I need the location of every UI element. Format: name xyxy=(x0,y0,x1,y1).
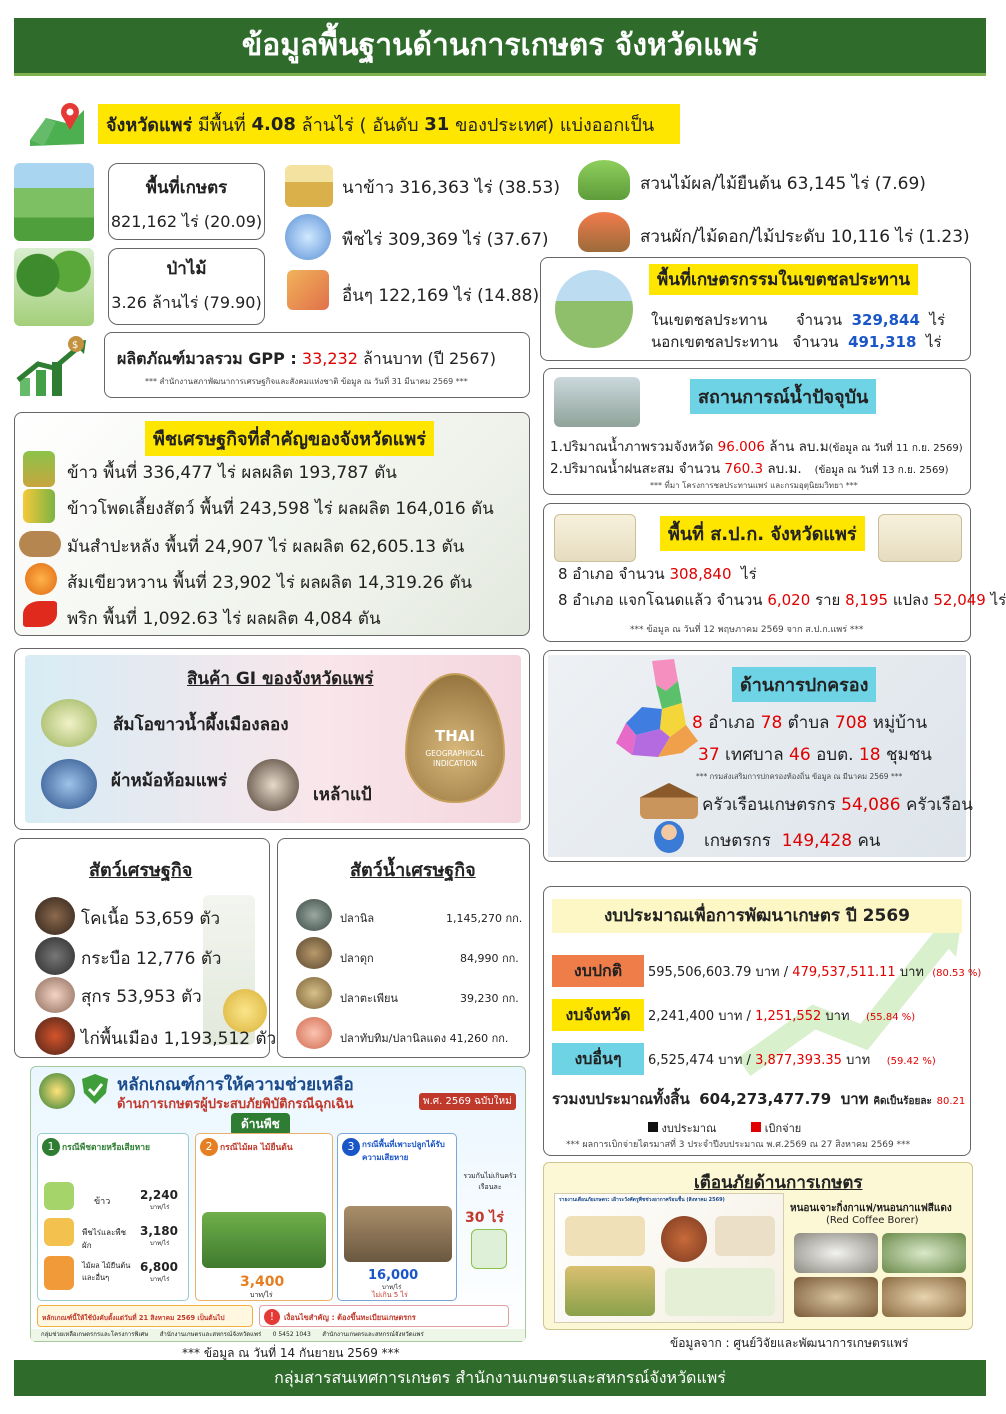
budget-total-row: รวมงบประมาณทั้งสิ้น 604,273,477.79 บาท คิดเป็นร้อยละ 80.21 xyxy=(552,1090,966,1108)
governance-row-2: 37 เทศบาล 46 อบต. 18 ชุมชน xyxy=(698,745,932,765)
cow-icon xyxy=(35,897,75,935)
alro-row-1: 8 อำเภอ จำนวน 308,840 ไร่ xyxy=(558,565,757,583)
crop-chili: พริก พื้นที่ 1,092.63 ไร่ ผลผลิต 4,084 ตัน xyxy=(67,609,381,629)
farmer-row: เกษตรกร 149,428 คน xyxy=(704,831,881,851)
irrigation-title: พื้นที่เกษตรกรรมในเขตชลประทาน xyxy=(649,264,918,295)
aqua-tilapia: ปลานิล xyxy=(340,912,375,925)
gi-liquor: เหล้าแป้ xyxy=(313,785,372,805)
water-row-1: 1.ปริมาณน้ำภาพรวมจังหวัด 96.006 ล้าน ลบ.ม(ข้อมูล ณ วันที่ 11 ก.ย. 2569) xyxy=(550,439,963,455)
indigo-cloth-image xyxy=(41,759,97,809)
budget-box xyxy=(543,886,982,1156)
relief-subtitle: ด้านการเกษตรผู้ประสบภัยพิบัติกรณีฉุกเฉิน xyxy=(117,1097,354,1112)
rice-plant-icon xyxy=(44,1182,74,1210)
alert-source: ข้อมูลจาก : ศูนย์วิจัยและพัฒนาการเกษตรแพร่ xyxy=(670,1336,909,1350)
budget-note: *** ผลการเบิกจ่ายไตรมาสที่ 3 ประจำปีงบประมาณ พ.ศ.2569 ณ 27 สิงหาคม 2569 *** xyxy=(566,1140,911,1150)
forest-area-box: ป่าไม้ 3.26 ล้านไร่ (79.90) xyxy=(108,248,265,325)
alert-box xyxy=(543,1162,973,1330)
map-pin-icon xyxy=(26,100,88,148)
alro-row-2: 8 อำเภอ แจกโฉนดแล้ว จำนวน 6,020 ราย 8,195 แปลง 52,049 ไร่ xyxy=(558,591,1006,609)
corn-icon xyxy=(23,489,55,523)
gpp-source: *** สำนักงานสภาพัฒนาการเศรษฐกิจและสังคมแห่งชาติ ข้อมูล ณ วันที่ 31 มีนาคม 2569 *** xyxy=(145,377,468,386)
livestock-box xyxy=(14,838,277,1058)
relief-title: หลักเกณฑ์การให้ความช่วยเหลือ xyxy=(117,1075,354,1095)
rice-field-icon xyxy=(285,165,333,207)
pest-photo-2 xyxy=(882,1233,966,1273)
farmland-image xyxy=(14,163,94,241)
coffee-beans-icon xyxy=(661,1216,707,1262)
checklist-icon xyxy=(471,1229,507,1269)
governance-row-1: 8 อำเภอ 78 ตำบล 708 หมู่บ้าน xyxy=(692,713,928,733)
livestock-buffalo: กระบือ 12,776 ตัว xyxy=(81,949,222,969)
budget-row-other: 6,525,474 บาท / 3,877,393.35 บาท (59.42 %) xyxy=(648,1053,936,1068)
crop-cassava: มันสำปะหลัง พื้นที่ 24,907 ไร่ ผลผลิต 62,605.13 ตัน xyxy=(67,537,465,557)
crops-box xyxy=(14,412,530,636)
relief-card-1: 1 กรณีพืชตายหรือเสียหาย ข้าว 2,240 บาท/ไร่ พืชไร่และพืชผัก 3,180 บาท/ไร่ ไม้ผล ไม้ยืนต้นและอื่นๆ 6,800 บาท/ไร่ xyxy=(37,1133,189,1301)
landuse-other: อื่นๆ 122,169 ไร่ (14.88) xyxy=(342,286,540,306)
aqua-catfish: ปลาดุก xyxy=(340,952,374,965)
page-footer: กลุ่มสารสนเทศการเกษตร สำนักงานเกษตรและสหกรณ์จังหวัดแพร่ xyxy=(14,1360,986,1396)
pomelo-image xyxy=(41,699,97,747)
relief-poster xyxy=(30,1066,526,1342)
tilapia-icon xyxy=(296,899,332,931)
cassava-icon xyxy=(19,531,61,557)
water-title: สถานการณ์น้ำปัจจุบัน xyxy=(690,379,876,414)
land-deed-image-right xyxy=(878,514,962,562)
red-tilapia-icon xyxy=(296,1017,332,1049)
agri-area-box: พื้นที่เกษตร 821,162 ไร่ (20.09) xyxy=(108,163,265,240)
barb-fish-icon xyxy=(296,977,332,1009)
orchard-photo xyxy=(202,1212,326,1268)
relief-effective-box: หลักเกณฑ์นี้ให้ใช้บังคับตั้งแต่วันที่ 21 สิงหาคม 2569 เป็นต้นไป xyxy=(37,1305,253,1327)
chicken-icon xyxy=(35,1017,75,1055)
intro-banner: จังหวัดแพร่ มีพื้นที่ 4.08 ล้านไร่ ( อันดับ 31 ของประเทศ) แบ่งออกเป็น xyxy=(98,104,680,144)
water-source: *** ที่มา โครงการชลประทานแพร่ และกรมอุตุนิยมวิทยา *** xyxy=(650,481,858,490)
crop-corn: ข้าวโพดเลี้ยงสัตว์ พื้นที่ 243,598 ไร่ ผลผลิต 164,016 ตัน xyxy=(67,499,494,519)
fruit-small-icon xyxy=(44,1256,74,1290)
livestock-beef: โคเนื้อ 53,659 ตัว xyxy=(81,909,221,929)
gpp-row: ผลิตภัณฑ์มวลรวม GPP : 33,232 ล้านบาท (ปี 2567) xyxy=(117,349,496,368)
relief-note: *** ข้อมูล ณ วันที่ 14 กันยายน 2569 *** xyxy=(182,1346,400,1360)
budget-tag-other: งบอื่นๆ xyxy=(552,1043,644,1075)
livestock-title: สัตว์เศรษฐกิจ xyxy=(89,860,193,881)
landuse-orchard: สวนไม้ผล/ไม้ยืนต้น 63,145 ไร่ (7.69) xyxy=(640,174,926,194)
alro-title: พื้นที่ ส.ป.ก. จังหวัดแพร่ xyxy=(660,516,865,551)
field-crop-small-icon xyxy=(44,1218,74,1246)
buffalo-icon xyxy=(35,937,75,975)
warning-icon: ! xyxy=(264,1309,280,1325)
relief-card-2: 2 กรณีไม้ผล ไม้ยืนต้น 3,400 บาท/ไร่ xyxy=(195,1133,333,1301)
dam-image xyxy=(554,377,640,427)
budget-tag-province: งบจังหวัด xyxy=(552,999,644,1031)
relief-footer: กลุ่มช่วยเหลือเกษตรกรและโครงการพิเศษ สำนักงานเกษตรและสหกรณ์จังหวัดแพร่ 0 5452 1043 สำนักงานเกษตรและสหกรณ์จังหวัดแพร่ xyxy=(31,1329,525,1341)
chili-icon xyxy=(23,601,57,627)
liquor-image xyxy=(247,759,299,811)
aquatic-box: สัตว์น้ำเศรษฐกิจ ปลานิล 1,145,270 กก. ปลาดุก 84,990 กก. ปลาตะเพียน 39,230 กก. ปลาทับทิม/ปลานิลแดง 41,260 กก. xyxy=(277,838,530,1058)
alro-box xyxy=(543,503,1006,642)
pig-icon xyxy=(35,977,75,1013)
vegetable-garden-icon xyxy=(578,212,630,252)
field-crop-icon xyxy=(285,214,331,260)
aqua-red-tilapia: ปลาทับทิม/ปลานิลแดง 41,260 กก. xyxy=(340,1032,509,1045)
budget-row-regular: 595,506,603.79 บาท / 479,537,511.11 บาท (80.53 %) xyxy=(648,965,982,980)
relief-warning-box: ! เงื่อนไขสำคัญ : ต้องขึ้นทะเบียนเกษตรกร xyxy=(259,1305,509,1327)
gi-title: สินค้า GI ของจังหวัดแพร่ xyxy=(187,669,374,689)
pest-photo-1 xyxy=(794,1233,878,1273)
livestock-pig: สุกร 53,953 ตัว xyxy=(81,987,202,1007)
pest-name-en: (Red Coffee Borer) xyxy=(826,1215,919,1226)
gi-seal-icon: THAI GEOGRAPHICAL INDICATION xyxy=(405,673,505,803)
pest-name: หนอนเจาะกิ่งกาแฟ/หนอนกาแฟสีแดง xyxy=(790,1203,952,1214)
budget-row-province: 2,241,400 บาท / 1,251,552 บาท (55.84 %) xyxy=(648,1009,916,1024)
aqua-barb: ปลาตะเพียน xyxy=(340,992,398,1005)
water-row-2: 2.ปริมาณน้ำฝนสะสม จำนวน 760.3 ลบ.ม. (ข้อมูล ณ วันที่ 13 ก.ย. 2569) xyxy=(550,461,949,477)
alert-title: เตือนภัยด้านการเกษตร xyxy=(694,1173,863,1193)
shield-check-icon xyxy=(81,1073,109,1105)
relief-card-3: 3 กรณีพื้นที่เพาะปลูกได้รับความเสียหาย 16,000 บาท/ไร่ ไม่เกิน 5 ไร่ xyxy=(337,1133,457,1301)
governance-box xyxy=(543,650,971,862)
forest-image xyxy=(14,248,94,326)
crop-rice: ข้าว พื้นที่ 336,477 ไร่ ผลผลิต 193,787 ตัน xyxy=(67,463,397,483)
relief-crop-band: ด้านพืช xyxy=(231,1113,290,1136)
rice-icon xyxy=(23,451,55,487)
ministry-logo-icon xyxy=(39,1073,75,1109)
corn-field-icon xyxy=(565,1266,655,1316)
other-land-icon xyxy=(287,270,329,310)
budget-title: งบประมาณเพื่อการพัฒนาเกษตร ปี 2569 xyxy=(552,899,962,933)
livestock-chicken: ไก่พื้นเมือง 1,193,512 ตัว xyxy=(81,1029,277,1049)
landuse-field-crops: พืชไร่ 309,369 ไร่ (37.67) xyxy=(342,230,549,250)
gi-mohom: ผ้าหม้อห้อมแพร่ xyxy=(111,771,228,791)
tangerine-icon xyxy=(25,563,57,595)
governance-source: *** กรมส่งเสริมการปกครองท้องถิ่น ข้อมูล ณ มีนาคม 2569 *** xyxy=(696,772,903,781)
growth-chart-icon xyxy=(14,334,98,400)
water-box xyxy=(543,368,971,495)
crops-title: พืชเศรษฐกิจที่สำคัญของจังหวัดแพร่ xyxy=(145,421,434,456)
alro-source: *** ข้อมูล ณ วันที่ 12 พฤษภาคม 2569 จาก ส.ป.ก.แพร่ *** xyxy=(630,625,864,635)
irrigation-in-row: ในเขตชลประทาน จำนวน 329,844 ไร่ xyxy=(651,311,946,329)
alert-poster: รายงานเตือนภัยเกษตร: เฝ้าระวังศัตรูพืชช่วงอากาศร้อนชื้น (สิงหาคม 2569) xyxy=(554,1193,784,1323)
relief-year-tag: พ.ศ. 2569 ฉบับใหม่ xyxy=(419,1093,516,1110)
pest-photo-4 xyxy=(882,1277,966,1317)
damaged-land-photo xyxy=(344,1206,452,1262)
irrigation-box xyxy=(540,257,971,361)
land-deed-image-left xyxy=(554,514,636,562)
page-title: ข้อมูลพื้นฐานด้านการเกษตร จังหวัดแพร่ xyxy=(14,18,986,76)
orchard-icon xyxy=(578,160,630,200)
irrigation-out-row: นอกเขตชลประทาน จำนวน 491,318 ไร่ xyxy=(651,333,942,351)
svg-text:$: $ xyxy=(72,340,79,351)
relief-max-note: รวมกันไม่เกินครัวเรือนละ 30 ไร่ xyxy=(461,1157,521,1277)
governance-title: ด้านการปกครอง xyxy=(732,667,876,702)
pest-photo-3 xyxy=(794,1277,878,1317)
landuse-vegetable: สวนผัก/ไม้ดอก/ไม้ประดับ 10,116 ไร่ (1.23) xyxy=(640,227,970,247)
irrigation-image xyxy=(555,270,633,348)
household-row: ครัวเรือนเกษตรกร 54,086 ครัวเรือน xyxy=(702,795,973,815)
farmer-icon xyxy=(654,821,684,853)
crop-tangerine: ส้มเขียวหวาน พื้นที่ 23,902 ไร่ ผลผลิต 14,319.26 ตัน xyxy=(67,573,473,593)
gi-box xyxy=(14,648,530,830)
gi-pomelo: ส้มโอขาวน้ำผึ้งเมืองลอง xyxy=(113,715,289,735)
aquatic-title: สัตว์น้ำเศรษฐกิจ xyxy=(350,860,476,881)
landuse-rice: นาข้าว 316,363 ไร่ (38.53) xyxy=(342,178,561,198)
catfish-icon xyxy=(296,937,332,969)
gpp-box xyxy=(104,332,530,398)
budget-tag-regular: งบปกติ xyxy=(552,955,644,987)
budget-legend: งบประมาณ เบิกจ่าย xyxy=(648,1119,801,1137)
